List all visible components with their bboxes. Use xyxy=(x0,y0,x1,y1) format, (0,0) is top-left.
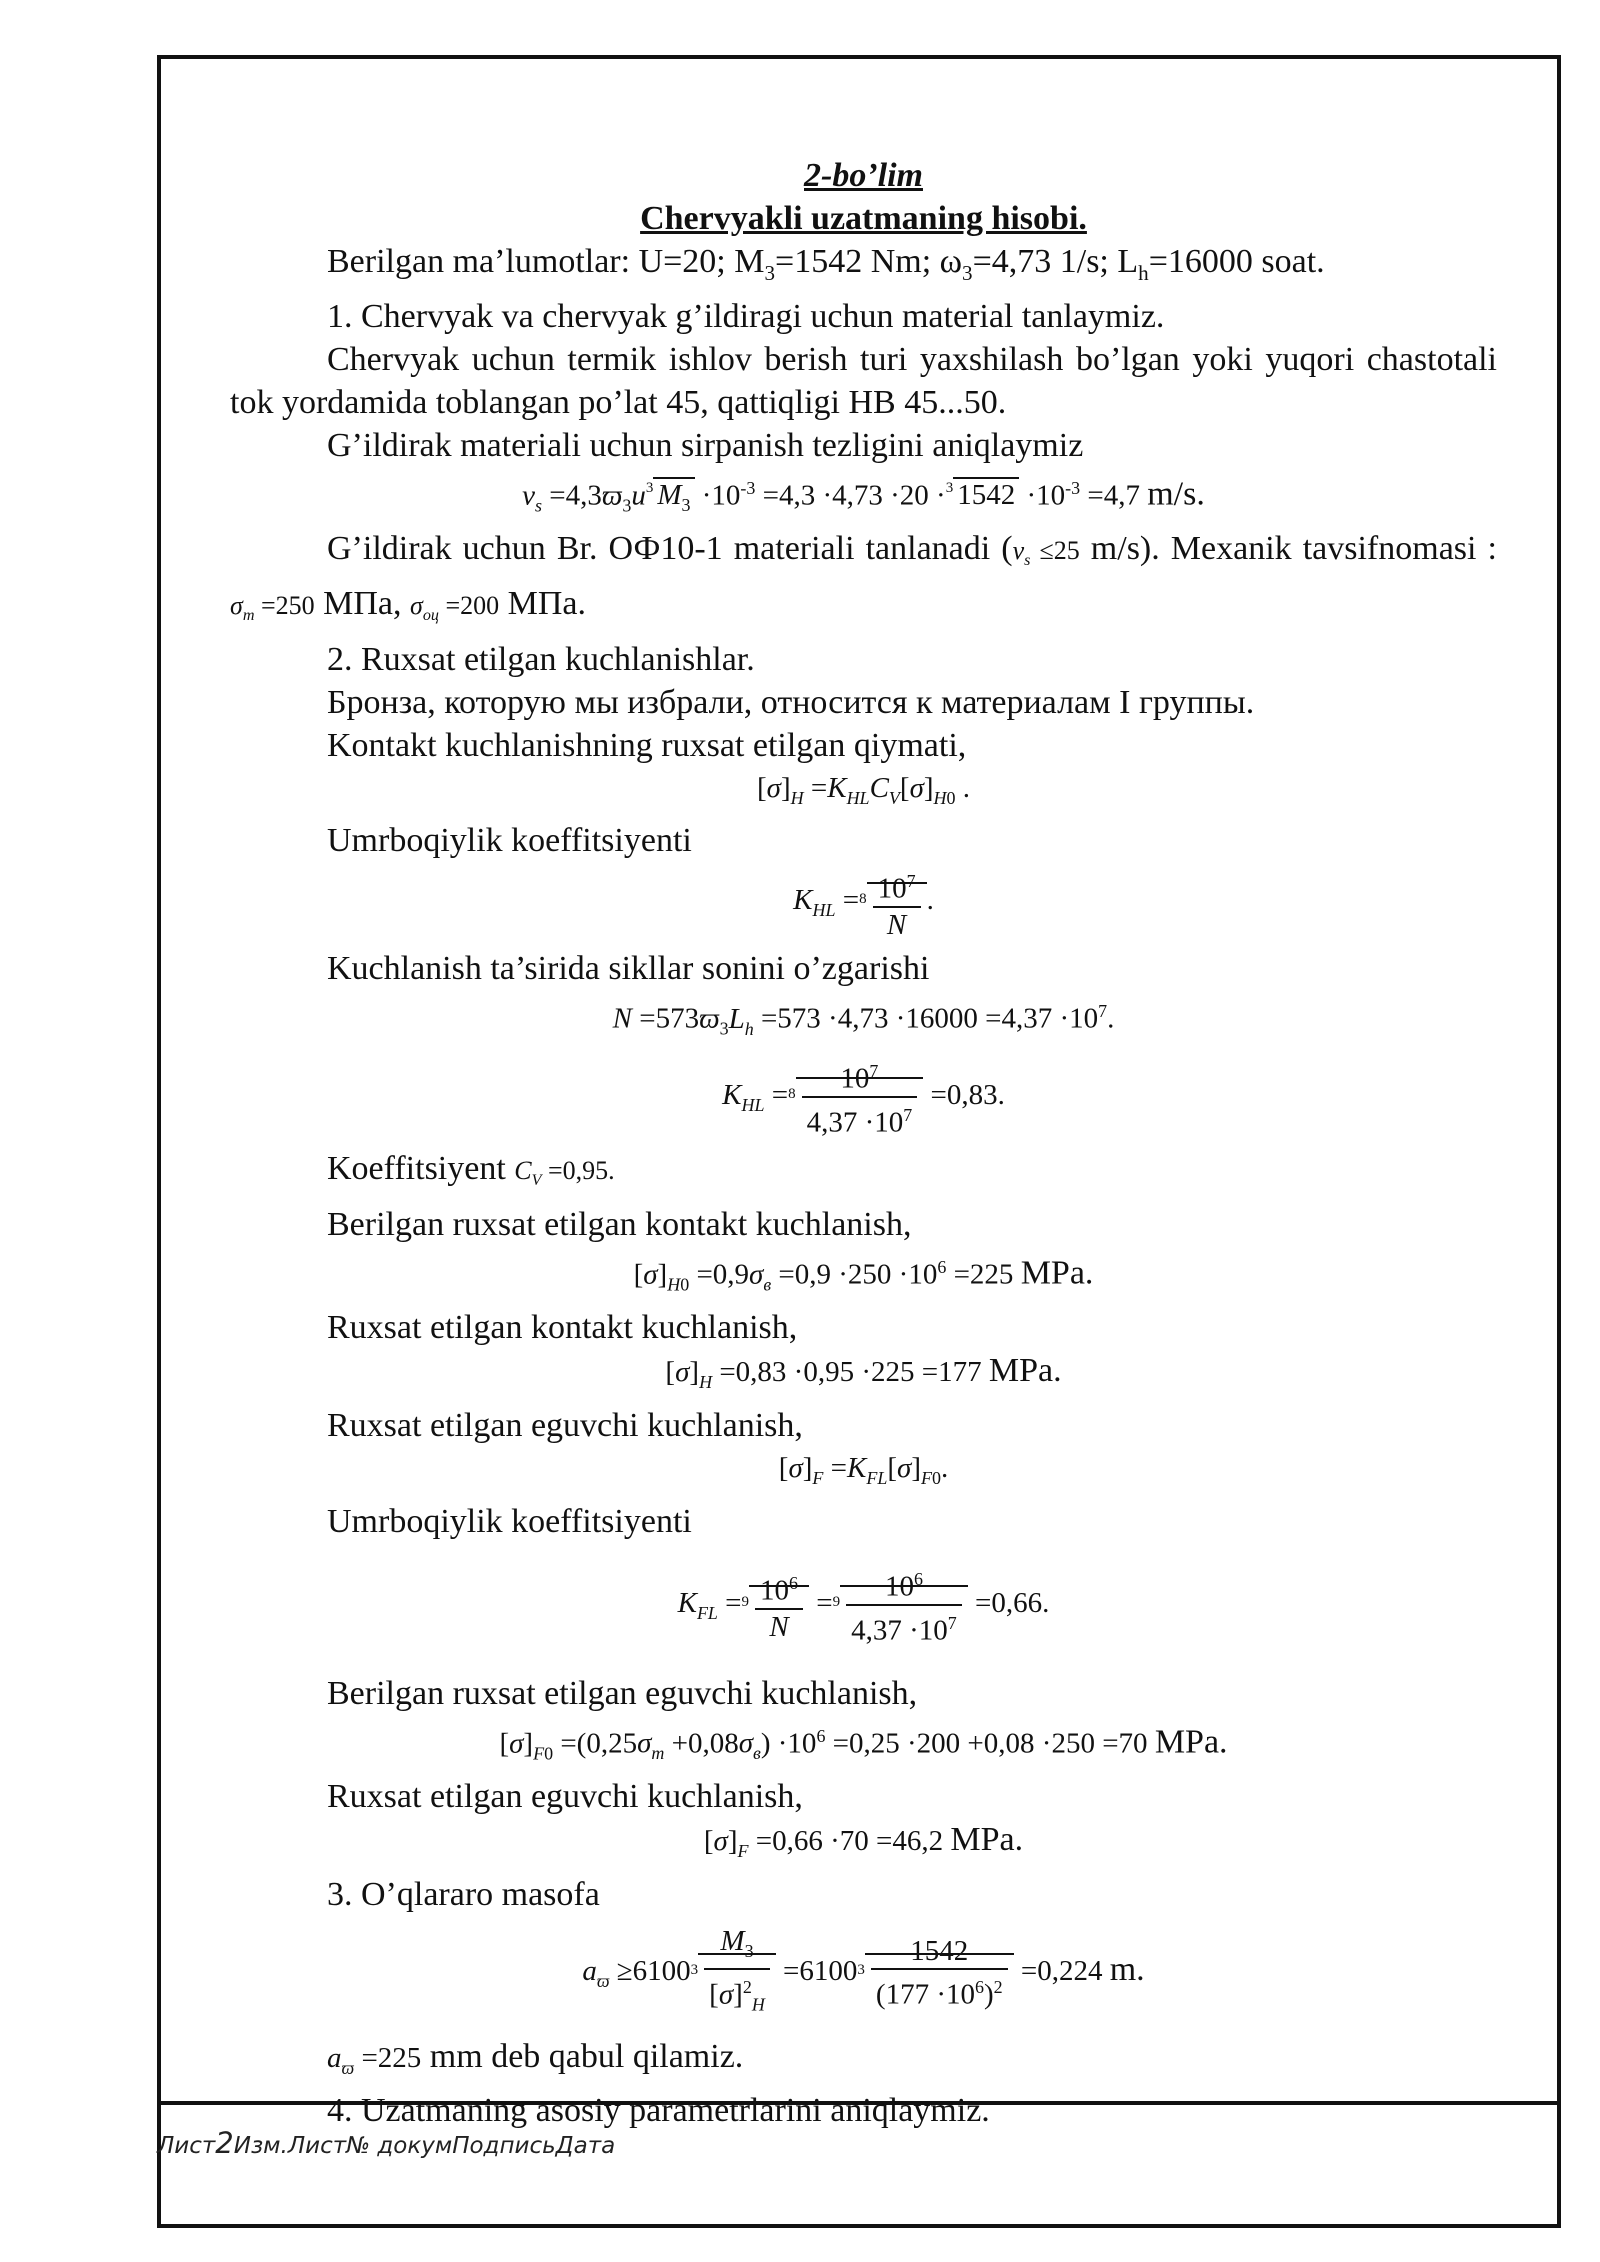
step-3-heading: 3. O’qlararo masofa xyxy=(327,1875,600,1913)
step-2-heading: 2. Ruxsat etilgan kuchlanishlar. xyxy=(327,640,755,678)
formula-center-distance: $a_ϖ \ge 6100^3$ $\frac{M_3}{[\sigma]^2_H}$ $=6100^3$ $\frac{1542}{(177 \cdot 10^6)^2}$ =0,224 m. xyxy=(582,1925,1145,2015)
base-contact-paragraph: Berilgan ruxsat etilgan kontakt kuchlanish, xyxy=(327,1205,912,1243)
document-body xyxy=(230,154,1497,2132)
formula-contact-stress: $[\sigma]_H =K_{HL}C_V[\sigma]_{H0}$ . xyxy=(756,771,971,808)
cv-coefficient: Koeffitsiyent $C_V =0,95$. xyxy=(327,1150,615,1190)
stamp-list: Лист xyxy=(157,2133,216,2159)
formula-sliding-speed: $v_s =4,3ϖ_3u^3$ $M_3 \cdot 10^{-3} =4,3 \cdot 4,73 \cdot 20 \cdot^3$ $1542 \cdot 10^{-3} =4,7$ m/s. xyxy=(522,475,1205,516)
bronze-group-note: Бронза, которую мы избрали, относится к материалам I группы. xyxy=(327,683,1255,721)
given-data: Berilgan ma’lumotlar: U=20; $M_3=1542$ Nm; $\omega_3=4,73$ 1/s; $L_h=16000$ soat. xyxy=(327,243,1325,285)
wheel-material-paragraph: G’ildirak uchun Br. ОФ10-1 materiali tanlanadi ($v_s \le 25$ m/s). Mexanik tavsifnomasi : $\sigma_т =250$ МПа, $\sigma_{оц} =200$ МПа. xyxy=(230,530,1497,625)
stamp-sheet-number: 2 xyxy=(215,2126,234,2160)
allowed-contact-paragraph: Ruxsat etilgan kontakt kuchlanish, xyxy=(327,1309,798,1347)
stamp-fields: Изм.Лист№ докумПодписьДата xyxy=(233,2133,616,2159)
formula-allowed-bending: $[\sigma]_F =0,66 \cdot 70 =46,2$ MPa. xyxy=(703,1820,1024,1861)
formula-cycles: $N =573ϖ_3L_h =573 \cdot 4,73 \cdot 16000 =4,37 \cdot 10^7$. xyxy=(612,1001,1115,1039)
formula-khl-value: $K_{HL} =^8$ $\frac{10^7}{4,37 \cdot 10^7}$ =0,83. xyxy=(230,1051,1497,1148)
cycles-paragraph: Kuchlanish ta’sirida sikllar sonini o’zgarishi xyxy=(327,950,930,988)
formula-allowed-contact: $[\sigma]_H =0,83 \cdot 0,95 \cdot 225 =177$ MPa. xyxy=(665,1352,1062,1392)
formula-base-bending: $[\sigma]_{F0} =(0,25\sigma_m +0,08\sigma_в) \cdot 10^6 =0,25 \cdot 200 +0,08 \cdot 250 =70$ MPa. xyxy=(499,1723,1228,1763)
contact-stress-paragraph: Kontakt kuchlanishning ruxsat etilgan qiymati, xyxy=(327,726,967,764)
durability-heading-2: Umrboqiylik koeffitsiyenti xyxy=(327,1502,692,1540)
formula-base-contact: $[\sigma]_{H0} =0,9\sigma_в =0,9 \cdot 250 \cdot 10^6 =225$ MPa. xyxy=(633,1254,1094,1295)
step-4-heading: 4. Uzatmaning asosiy parametrlarini aniqlaymiz. xyxy=(327,2092,990,2130)
section-title: Chervyakli uzatmaning hisobi. xyxy=(640,200,1087,237)
section-number: 2-bo’lim xyxy=(804,157,923,194)
step-1-heading: 1. Chervyak va chervyak g’ildiragi uchun material tanlaymiz. xyxy=(327,297,1165,335)
formula-kfl: $K_{FL} =^9$ $\frac{10^6}{N}$ =$^9$ $\frac{10^6}{4,37 \cdot 10^7}$ =0,66. xyxy=(230,1543,1497,1672)
allowed-bending-paragraph: Ruxsat etilgan eguvchi kuchlanish, xyxy=(327,1777,803,1815)
accepted-distance: $a_ϖ =225$ mm deb qabul qilamiz. xyxy=(327,2037,744,2078)
durability-heading-1: Umrboqiylik koeffitsiyenti xyxy=(327,822,692,860)
worm-material-paragraph: Chervyak uchun termik ishlov berish turi yaxshilash bo’lgan yoki yuqori chastotali tok yordamida toblangan po’lat 45, qattiqligi HB 45...50. xyxy=(230,340,1497,421)
formula-bending-stress: $[\sigma]_F =K_{FL}[\sigma]_{F0}$. xyxy=(778,1451,949,1488)
base-bending-paragraph: Berilgan ruxsat etilgan eguvchi kuchlanish, xyxy=(327,1674,918,1712)
formula-khl-general: $K_{HL} =^8$ $\frac{10^7}{N}$ . xyxy=(230,862,1497,947)
sliding-speed-paragraph: G’ildirak materiali uchun sirpanish tezligini aniqlaymiz xyxy=(327,426,1084,464)
bending-stress-paragraph: Ruxsat etilgan eguvchi kuchlanish, xyxy=(327,1406,803,1444)
